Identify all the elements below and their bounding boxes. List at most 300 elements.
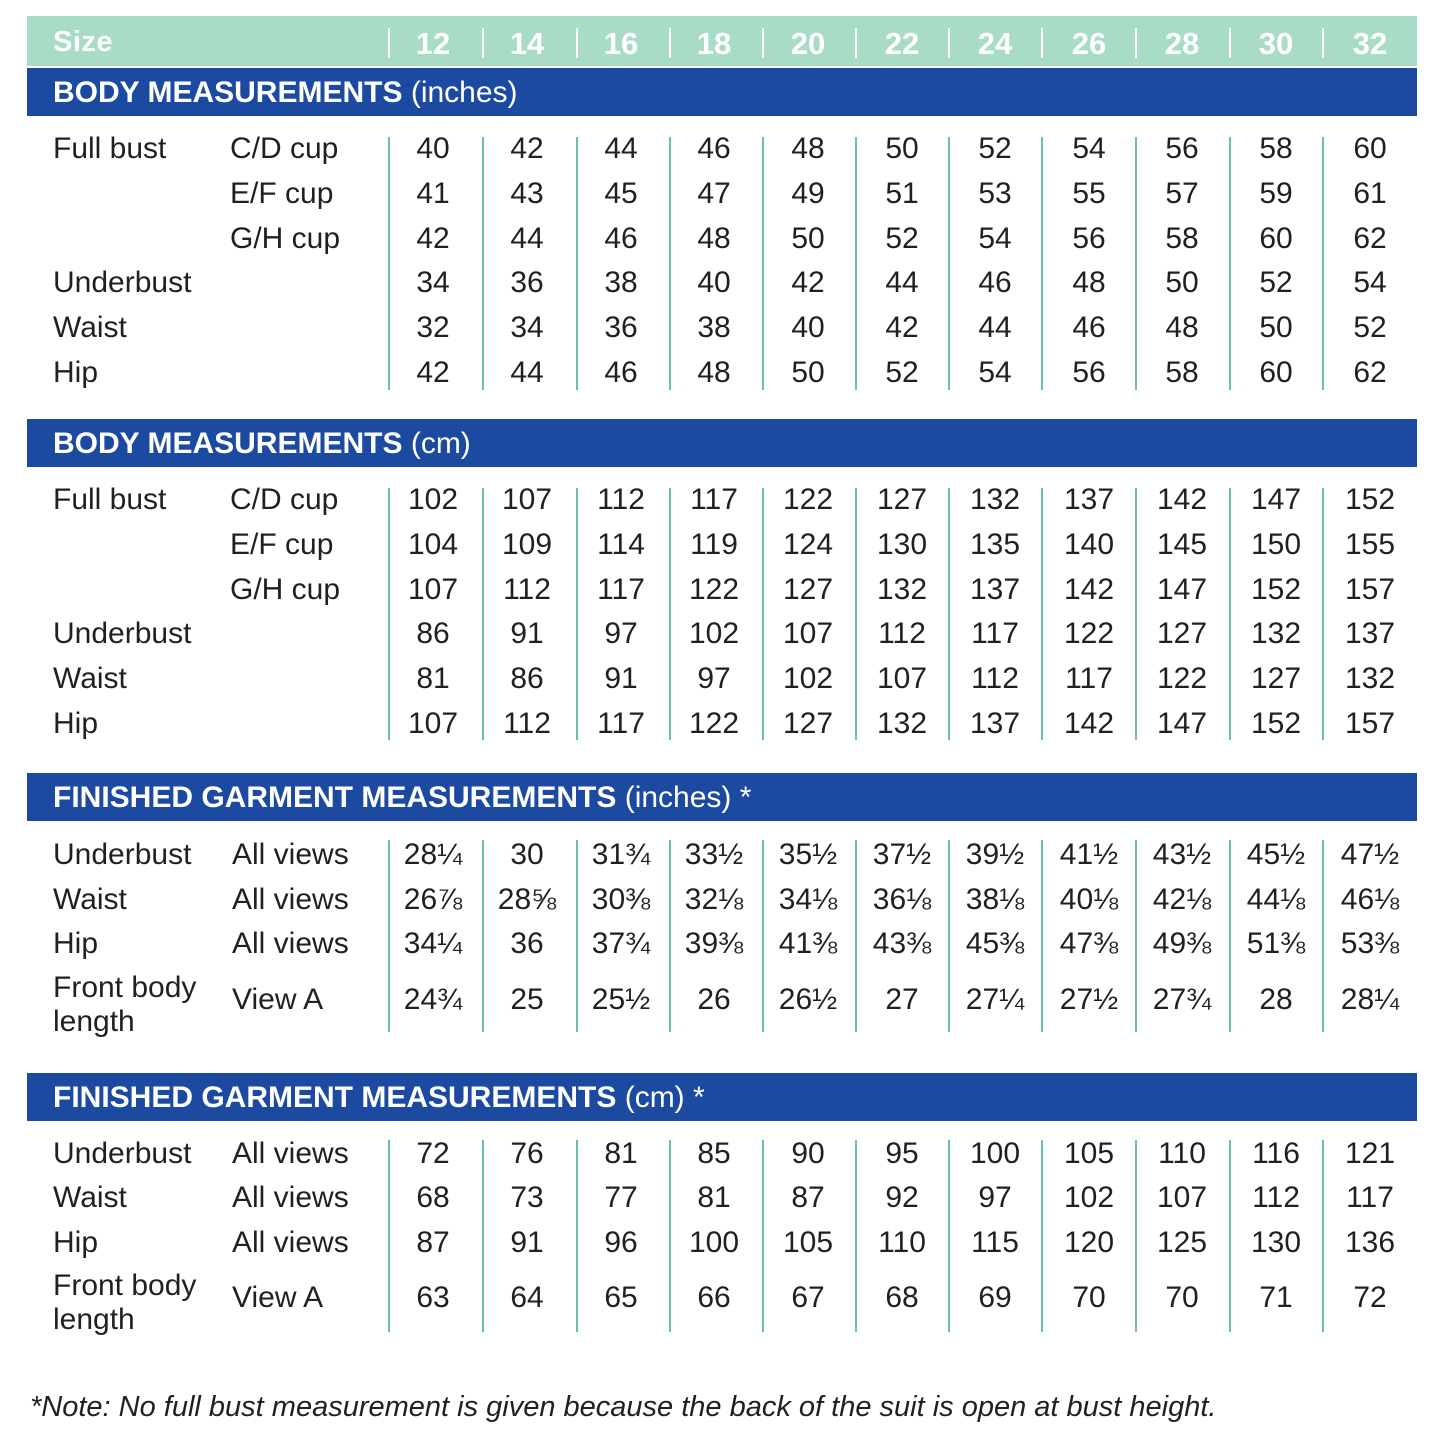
measurement-cell: 50 xyxy=(791,356,825,389)
measurement-cell: 122 xyxy=(1156,662,1208,695)
column-divider xyxy=(1135,488,1137,740)
measurement-cell: 57 xyxy=(1165,177,1199,210)
measurement-cell: 42⅛ xyxy=(1152,883,1212,916)
measurement-cell: 60 xyxy=(1353,132,1387,165)
measurement-cell: 35½ xyxy=(778,838,838,871)
section-header xyxy=(27,1073,1417,1121)
measurement-cell: 42 xyxy=(510,132,544,165)
measurement-cell: 41⅜ xyxy=(778,927,838,960)
measurement-cell: 110 xyxy=(1158,1137,1206,1170)
measurement-cell: 45 xyxy=(604,177,638,210)
measurement-cell: 24¾ xyxy=(403,983,463,1016)
column-divider xyxy=(762,488,764,740)
measurement-cell: 130 xyxy=(876,528,928,561)
size-separator xyxy=(1135,28,1137,58)
measurement-cell: 61 xyxy=(1353,177,1387,210)
measurement-cell: 45½ xyxy=(1246,838,1306,871)
measurement-cell: 27¼ xyxy=(965,983,1025,1016)
measurement-cell: 36 xyxy=(510,927,544,960)
measurement-cell: 135 xyxy=(969,528,1021,561)
measurement-cell: 127 xyxy=(782,573,834,606)
measurement-cell: 52 xyxy=(978,132,1012,165)
measurement-cell: 30⅜ xyxy=(591,883,651,916)
column-divider xyxy=(1229,488,1231,740)
row-label: Underbust xyxy=(53,266,192,299)
row-label: Underbust xyxy=(53,617,192,650)
measurement-cell: 132 xyxy=(876,707,928,740)
measurement-cell: 33½ xyxy=(684,838,744,871)
measurement-cell: 52 xyxy=(1353,311,1387,344)
measurement-cell: 50 xyxy=(885,132,919,165)
measurement-cell: 37¾ xyxy=(591,927,651,960)
measurement-cell: 107 xyxy=(876,662,928,695)
row-sublabel: View A xyxy=(232,983,324,1016)
measurement-cell: 119 xyxy=(690,528,738,561)
measurement-cell: 32 xyxy=(416,311,450,344)
measurement-cell: 112 xyxy=(503,573,551,606)
measurement-cell: 107 xyxy=(407,707,459,740)
row-sublabel: E/F cup xyxy=(230,177,334,210)
measurement-cell: 107 xyxy=(1156,1181,1208,1214)
measurement-cell: 65 xyxy=(604,1281,638,1314)
measurement-cell: 120 xyxy=(1063,1226,1115,1259)
size-30: 30 xyxy=(1258,26,1294,61)
measurement-cell: 60 xyxy=(1259,222,1293,255)
measurement-cell: 51⅜ xyxy=(1246,927,1306,960)
measurement-cell: 152 xyxy=(1250,707,1302,740)
measurement-cell: 44 xyxy=(604,132,638,165)
measurement-cell: 152 xyxy=(1250,573,1302,606)
measurement-cell: 64 xyxy=(510,1281,544,1314)
measurement-cell: 36⅛ xyxy=(872,883,932,916)
measurement-cell: 43 xyxy=(510,177,544,210)
measurement-cell: 95 xyxy=(885,1137,919,1170)
column-divider xyxy=(576,488,578,740)
measurement-cell: 152 xyxy=(1344,483,1396,516)
column-divider xyxy=(482,137,484,390)
measurement-cell: 56 xyxy=(1072,356,1106,389)
measurement-cell: 102 xyxy=(1063,1181,1115,1214)
measurement-cell: 112 xyxy=(1252,1181,1300,1214)
measurement-cell: 91 xyxy=(510,617,544,650)
measurement-cell: 73 xyxy=(510,1181,544,1214)
section-title xyxy=(53,76,518,110)
size-20: 20 xyxy=(790,26,826,61)
row-sublabel: All views xyxy=(232,1226,349,1259)
size-18: 18 xyxy=(696,26,732,61)
measurement-cell: 68 xyxy=(416,1181,450,1214)
size-12: 12 xyxy=(415,26,451,61)
row-sublabel: C/D cup xyxy=(230,483,339,516)
measurement-cell: 68 xyxy=(885,1281,919,1314)
size-24: 24 xyxy=(977,26,1013,61)
section-title-unit: (inches) xyxy=(410,76,518,109)
size-14: 14 xyxy=(509,26,545,61)
column-divider xyxy=(1135,137,1137,390)
size-16: 16 xyxy=(603,26,639,61)
measurement-cell: 54 xyxy=(1072,132,1106,165)
column-divider xyxy=(1322,488,1324,740)
measurement-cell: 43⅜ xyxy=(872,927,932,960)
column-divider xyxy=(855,488,857,740)
size-label: Size xyxy=(53,26,114,58)
measurement-cell: 115 xyxy=(971,1226,1019,1259)
measurement-cell: 116 xyxy=(1252,1137,1300,1170)
row-sublabel: G/H cup xyxy=(230,573,341,606)
row-label: Front body xyxy=(53,971,197,1004)
measurement-cell: 44 xyxy=(978,311,1012,344)
measurement-cell: 87 xyxy=(791,1181,825,1214)
measurement-cell: 34⅛ xyxy=(778,883,838,916)
size-separator xyxy=(576,28,578,58)
measurement-cell: 31¾ xyxy=(591,838,651,871)
column-divider xyxy=(388,488,390,740)
measurement-cell: 155 xyxy=(1344,528,1396,561)
measurement-cell: 27 xyxy=(885,983,919,1016)
measurement-cell: 107 xyxy=(501,483,553,516)
measurement-cell: 48 xyxy=(791,132,825,165)
measurement-cell: 96 xyxy=(604,1226,638,1259)
measurement-cell: 40 xyxy=(791,311,825,344)
measurement-cell: 117 xyxy=(597,707,645,740)
measurement-cell: 127 xyxy=(1250,662,1302,695)
column-divider xyxy=(388,137,390,390)
row-label: Hip xyxy=(53,707,99,740)
size-header-bar xyxy=(27,16,1417,66)
measurement-cell: 47½ xyxy=(1340,838,1400,871)
footnote: *Note: No full bust measurement is given because the back of the suit is open at bust height. xyxy=(30,1391,1217,1423)
measurement-cell: 62 xyxy=(1353,356,1387,389)
measurement-cell: 28¼ xyxy=(403,838,463,871)
measurement-cell: 40 xyxy=(697,266,731,299)
measurement-cell: 122 xyxy=(688,573,740,606)
column-divider xyxy=(482,488,484,740)
measurement-cell: 38 xyxy=(697,311,731,344)
measurement-cell: 54 xyxy=(1353,266,1387,299)
measurement-cell: 136 xyxy=(1344,1226,1396,1259)
column-divider xyxy=(1229,137,1231,390)
section-title-unit: (inches) * xyxy=(624,781,752,814)
size-separator xyxy=(482,28,484,58)
measurement-cell: 44 xyxy=(510,356,544,389)
measurement-cell: 130 xyxy=(1250,1226,1302,1259)
measurement-cell: 34¼ xyxy=(403,927,463,960)
size-separator xyxy=(1322,28,1324,58)
measurement-cell: 142 xyxy=(1063,573,1115,606)
measurement-cell: 56 xyxy=(1072,222,1106,255)
measurement-cell: 147 xyxy=(1250,483,1302,516)
measurement-cell: 40 xyxy=(416,132,450,165)
measurement-cell: 137 xyxy=(969,707,1021,740)
measurement-cell: 147 xyxy=(1156,707,1208,740)
measurement-cell: 51 xyxy=(885,177,919,210)
measurement-cell: 62 xyxy=(1353,222,1387,255)
measurement-cell: 28 xyxy=(1259,983,1293,1016)
row-sublabel: View A xyxy=(232,1281,324,1314)
row-label: Full bust xyxy=(53,483,167,516)
measurement-cell: 50 xyxy=(1259,311,1293,344)
row-label: Front body xyxy=(53,1269,197,1302)
size-28: 28 xyxy=(1164,26,1200,61)
measurement-cell: 97 xyxy=(978,1181,1012,1214)
measurement-cell: 70 xyxy=(1165,1281,1199,1314)
measurement-cell: 34 xyxy=(510,311,544,344)
measurement-cell: 44 xyxy=(885,266,919,299)
measurement-cell: 127 xyxy=(876,483,928,516)
row-sublabel: C/D cup xyxy=(230,132,339,165)
section-title-main: FINISHED GARMENT MEASUREMENTS xyxy=(53,781,617,814)
measurement-cell: 77 xyxy=(604,1181,638,1214)
column-divider xyxy=(948,137,950,390)
measurement-cell: 87 xyxy=(416,1226,450,1259)
measurement-cell: 147 xyxy=(1156,573,1208,606)
measurement-cell: 127 xyxy=(782,707,834,740)
column-divider xyxy=(762,137,764,390)
measurement-cell: 125 xyxy=(1156,1226,1208,1259)
measurement-cell: 67 xyxy=(791,1281,825,1314)
measurement-cell: 90 xyxy=(791,1137,825,1170)
measurement-cell: 112 xyxy=(971,662,1019,695)
measurement-cell: 145 xyxy=(1156,528,1208,561)
measurement-cell: 58 xyxy=(1259,132,1293,165)
row-label-continued: length xyxy=(53,1005,135,1038)
measurement-cell: 52 xyxy=(885,222,919,255)
column-divider xyxy=(1041,488,1043,740)
section-title-main: BODY MEASUREMENTS xyxy=(53,427,403,460)
measurement-cell: 38⅛ xyxy=(965,883,1025,916)
measurement-cell: 109 xyxy=(501,528,553,561)
row-label: Waist xyxy=(53,1181,127,1214)
measurement-cell: 122 xyxy=(1063,617,1115,650)
section-title xyxy=(53,427,471,461)
section-title xyxy=(53,781,751,815)
measurement-cell: 46 xyxy=(1072,311,1106,344)
measurement-cell: 142 xyxy=(1063,707,1115,740)
measurement-cell: 34 xyxy=(416,266,450,299)
row-sublabel: All views xyxy=(232,1137,349,1170)
row-label: Hip xyxy=(53,1226,99,1259)
measurement-cell: 105 xyxy=(782,1226,834,1259)
column-divider xyxy=(669,488,671,740)
section-title-unit: (cm) xyxy=(410,427,471,460)
measurement-cell: 122 xyxy=(782,483,834,516)
measurement-cell: 140 xyxy=(1063,528,1115,561)
measurement-cell: 27¾ xyxy=(1152,983,1212,1016)
measurement-cell: 100 xyxy=(969,1137,1021,1170)
row-label: Hip xyxy=(53,927,99,960)
measurement-cell: 39⅜ xyxy=(684,927,744,960)
measurement-cell: 54 xyxy=(978,356,1012,389)
measurement-cell: 63 xyxy=(416,1281,450,1314)
measurement-cell: 124 xyxy=(782,528,834,561)
measurement-cell: 36 xyxy=(604,311,638,344)
section-header xyxy=(27,68,1417,116)
measurement-cell: 47⅜ xyxy=(1059,927,1119,960)
measurement-cell: 69 xyxy=(978,1281,1012,1314)
measurement-cell: 32⅛ xyxy=(684,883,744,916)
measurement-cell: 30 xyxy=(510,838,544,871)
measurement-cell: 112 xyxy=(878,617,926,650)
measurement-cell: 50 xyxy=(791,222,825,255)
measurement-cell: 45⅜ xyxy=(965,927,1025,960)
measurement-cell: 81 xyxy=(604,1137,638,1170)
measurement-cell: 97 xyxy=(604,617,638,650)
measurement-cell: 71 xyxy=(1259,1281,1293,1314)
measurement-cell: 132 xyxy=(969,483,1021,516)
measurement-cell: 26⅞ xyxy=(403,883,463,916)
size-22: 22 xyxy=(884,26,920,61)
row-label: Waist xyxy=(53,883,127,916)
measurement-cell: 39½ xyxy=(965,838,1025,871)
measurement-cell: 157 xyxy=(1344,707,1396,740)
size-separator xyxy=(948,28,950,58)
size-separator xyxy=(1229,28,1231,58)
measurement-cell: 102 xyxy=(782,662,834,695)
measurement-cell: 104 xyxy=(407,528,459,561)
column-divider xyxy=(669,137,671,390)
measurement-cell: 150 xyxy=(1250,528,1302,561)
measurement-cell: 41½ xyxy=(1059,838,1119,871)
measurement-cell: 132 xyxy=(876,573,928,606)
measurement-cell: 142 xyxy=(1156,483,1208,516)
measurement-cell: 48 xyxy=(1165,311,1199,344)
measurement-cell: 58 xyxy=(1165,222,1199,255)
measurement-cell: 49 xyxy=(791,177,825,210)
measurement-cell: 52 xyxy=(885,356,919,389)
row-label: Hip xyxy=(53,356,99,389)
measurement-cell: 122 xyxy=(688,707,740,740)
measurement-cell: 55 xyxy=(1072,177,1106,210)
size-32: 32 xyxy=(1352,26,1388,61)
measurement-cell: 86 xyxy=(416,617,450,650)
measurement-cell: 60 xyxy=(1259,356,1293,389)
measurement-cell: 114 xyxy=(597,528,645,561)
measurement-cell: 132 xyxy=(1344,662,1396,695)
measurement-cell: 91 xyxy=(510,1226,544,1259)
measurement-cell: 107 xyxy=(782,617,834,650)
measurement-cell: 36 xyxy=(510,266,544,299)
measurement-cell: 100 xyxy=(688,1226,740,1259)
row-label-continued: length xyxy=(53,1303,135,1336)
measurement-cell: 81 xyxy=(416,662,450,695)
measurement-cell: 132 xyxy=(1250,617,1302,650)
size-26: 26 xyxy=(1071,26,1107,61)
measurement-cell: 40⅛ xyxy=(1059,883,1119,916)
measurement-cell: 91 xyxy=(604,662,638,695)
section-header xyxy=(27,419,1417,467)
measurement-cell: 42 xyxy=(416,222,450,255)
row-label: Waist xyxy=(53,311,127,344)
measurement-cell: 117 xyxy=(971,617,1019,650)
measurement-cell: 110 xyxy=(878,1226,926,1259)
measurement-cell: 26 xyxy=(697,983,731,1016)
measurement-cell: 27½ xyxy=(1059,983,1119,1016)
section-title-main: BODY MEASUREMENTS xyxy=(53,76,403,109)
section-header xyxy=(27,773,1417,821)
column-divider xyxy=(1041,137,1043,390)
measurement-cell: 25 xyxy=(510,983,544,1016)
size-separator xyxy=(388,28,390,58)
measurement-cell: 76 xyxy=(510,1137,544,1170)
measurement-cell: 157 xyxy=(1344,573,1396,606)
measurement-cell: 127 xyxy=(1156,617,1208,650)
measurement-cell: 46 xyxy=(697,132,731,165)
size-separator xyxy=(1041,28,1043,58)
measurement-cell: 86 xyxy=(510,662,544,695)
measurement-cell: 26½ xyxy=(778,983,838,1016)
measurement-cell: 58 xyxy=(1165,356,1199,389)
measurement-cell: 48 xyxy=(697,356,731,389)
measurement-cell: 70 xyxy=(1072,1281,1106,1314)
measurement-cell: 44⅛ xyxy=(1246,883,1306,916)
measurement-cell: 66 xyxy=(697,1281,731,1314)
row-sublabel: All views xyxy=(232,883,349,916)
measurement-cell: 38 xyxy=(604,266,638,299)
section-title-main: FINISHED GARMENT MEASUREMENTS xyxy=(53,1081,617,1114)
measurement-cell: 54 xyxy=(978,222,1012,255)
row-sublabel: All views xyxy=(232,1181,349,1214)
measurement-cell: 46⅛ xyxy=(1340,883,1400,916)
measurement-cell: 48 xyxy=(697,222,731,255)
measurement-cell: 46 xyxy=(604,356,638,389)
measurement-cell: 112 xyxy=(597,483,645,516)
row-sublabel: E/F cup xyxy=(230,528,334,561)
size-separator xyxy=(762,28,764,58)
measurement-cell: 49⅜ xyxy=(1152,927,1212,960)
row-sublabel: G/H cup xyxy=(230,222,341,255)
measurement-cell: 112 xyxy=(503,707,551,740)
measurement-cell: 28⅝ xyxy=(497,883,557,916)
measurement-cell: 137 xyxy=(969,573,1021,606)
size-separator xyxy=(855,28,857,58)
measurement-cell: 42 xyxy=(885,311,919,344)
column-divider xyxy=(855,137,857,390)
measurement-cell: 46 xyxy=(604,222,638,255)
measurement-cell: 59 xyxy=(1259,177,1293,210)
measurement-cell: 53⅜ xyxy=(1340,927,1400,960)
measurement-cell: 47 xyxy=(697,177,731,210)
measurement-cell: 25½ xyxy=(591,983,651,1016)
measurement-cell: 46 xyxy=(978,266,1012,299)
measurement-cell: 44 xyxy=(510,222,544,255)
measurement-cell: 72 xyxy=(416,1137,450,1170)
section-title-unit: (cm) * xyxy=(624,1081,705,1114)
measurement-cell: 92 xyxy=(885,1181,919,1214)
measurement-cell: 137 xyxy=(1063,483,1115,516)
measurement-cell: 43½ xyxy=(1152,838,1212,871)
measurement-cell: 53 xyxy=(978,177,1012,210)
measurement-cell: 56 xyxy=(1165,132,1199,165)
column-divider xyxy=(576,137,578,390)
measurement-cell: 42 xyxy=(791,266,825,299)
measurement-cell: 117 xyxy=(597,573,645,606)
measurement-cell: 28¼ xyxy=(1340,983,1400,1016)
measurement-cell: 41 xyxy=(416,177,450,210)
measurement-cell: 42 xyxy=(416,356,450,389)
section-title xyxy=(53,1081,705,1115)
row-sublabel: All views xyxy=(232,927,349,960)
column-divider xyxy=(1322,137,1324,390)
measurement-cell: 102 xyxy=(407,483,459,516)
measurement-cell: 137 xyxy=(1344,617,1396,650)
measurement-cell: 50 xyxy=(1165,266,1199,299)
row-label: Full bust xyxy=(53,132,167,165)
measurement-cell: 117 xyxy=(690,483,738,516)
measurement-cell: 121 xyxy=(1344,1137,1396,1170)
row-sublabel: All views xyxy=(232,838,349,871)
measurement-cell: 107 xyxy=(407,573,459,606)
measurement-cell: 97 xyxy=(697,662,731,695)
